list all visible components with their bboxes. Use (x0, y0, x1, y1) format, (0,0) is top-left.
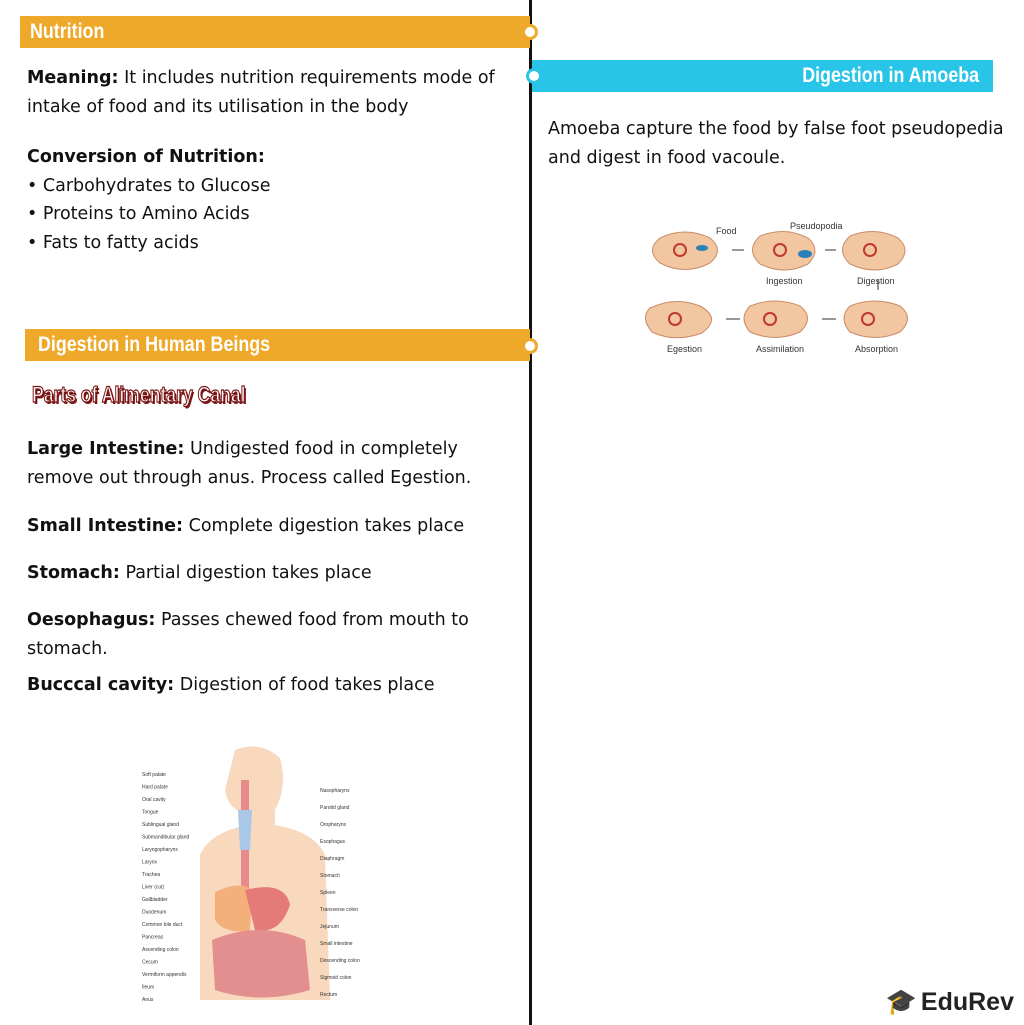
part-buccal-cavity: Bucccal cavity: Digestion of food takes place (27, 675, 435, 695)
diagram-label: Esophagus (320, 839, 346, 845)
diagram-label: Hard palate (142, 784, 168, 791)
diagram-label: Oral cavity (142, 797, 166, 803)
nutrition-meaning: Meaning: It includes nutrition requirements mode of intake of food and its utilisation in the body (27, 68, 495, 117)
label-assimilation: Assimilation (756, 344, 805, 354)
amoeba-diagram (640, 218, 925, 363)
diagram-label: Soft palate (142, 772, 166, 778)
part-large-intestine: Large Intestine: Undigested food in completely remove out through anus. Process called Egestion. (27, 439, 472, 488)
diagram-label: Sigmoid colon (320, 975, 352, 981)
part-stomach: Stomach: Partial digestion takes place (27, 563, 372, 583)
label-food: Food (716, 226, 737, 236)
diagram-label: Laryngopharynx (142, 847, 178, 853)
center-divider (529, 0, 532, 1025)
diagram-label: Spleen (320, 890, 336, 896)
diagram-label: Pancreas (142, 934, 164, 941)
diagram-label: Submandibular gland (142, 834, 190, 841)
human-digestion-banner (25, 329, 530, 361)
timeline-dot (526, 68, 542, 84)
diagram-label: Cecum (142, 959, 158, 966)
diagram-label: Larynx (142, 859, 158, 866)
diagram-label: Ileum (142, 984, 155, 991)
diagram-label: Trachea (142, 872, 161, 878)
nutrition-title: Nutrition (30, 20, 105, 43)
diagram-label: Duodenum (142, 909, 167, 916)
diagram-label: Descending colon (320, 958, 360, 964)
diagram-label: Ascending colon (142, 947, 179, 953)
human-digestive-diagram (140, 740, 380, 1010)
label-pseudopodia: Pseudopodia (790, 221, 843, 231)
label-ingestion: Ingestion (766, 276, 803, 286)
part-oesophagus: Oesophagus: Passes chewed food from mouth to stomach. (27, 610, 469, 659)
conversion-item: • Fats to fatty acids (27, 232, 199, 253)
diagram-label: Nasopharynx (320, 788, 350, 794)
diagram-label: Anus (142, 997, 154, 1003)
diagram-label: Small intestine (320, 941, 353, 947)
diagram-label: Diaphragm (320, 856, 345, 862)
diagram-label: Oropharynx (320, 822, 347, 828)
label-absorption: Absorption (855, 344, 899, 354)
diagram-label: Rectum (320, 992, 338, 998)
label-digestion: Digestion (857, 276, 895, 286)
amoeba-banner (532, 60, 993, 92)
nutrition-conversion: Conversion of Nutrition: • Carbohydrates to Glucose • Proteins to Amino Acids • Fats to fatty acids (27, 143, 517, 257)
diagram-label: Stomach (320, 873, 340, 879)
diagram-label: Transverse colon (320, 907, 359, 913)
nutrition-banner (20, 16, 530, 48)
diagram-label: Vermiform appendix (142, 972, 187, 978)
graduation-cap-icon: 🎓 (885, 988, 917, 1016)
alimentary-canal-heading: Parts of Alimentary Canal (32, 382, 246, 407)
brand-name: EduRev (920, 988, 1014, 1016)
amoeba-title: Digestion in Amoeba (802, 64, 979, 87)
part-small-intestine: Small Intestine: Complete digestion takes place (27, 516, 465, 536)
conversion-item: • Proteins to Amino Acids (27, 204, 250, 224)
diagram-label: Jejunum (320, 924, 339, 930)
conversion-item: • Carbohydrates to Glucose (27, 175, 271, 196)
amoeba-text: Amoeba capture the food by false foot pseudopedia and digest in food vacoule. (548, 119, 1004, 168)
human-digestion-title: Digestion in Human Beings (38, 333, 271, 356)
diagram-label: Liver (cut) (142, 884, 165, 891)
diagram-label: Sublingual gland (142, 822, 179, 828)
diagram-label: Common bile duct (142, 922, 183, 928)
timeline-dot (522, 24, 538, 40)
diagram-label: Tongue (142, 809, 159, 816)
timeline-dot (522, 338, 538, 354)
diagram-label: Parotid gland (320, 805, 350, 811)
label-egestion: Egestion (667, 344, 703, 354)
edurev-logo (886, 988, 1014, 1017)
diagram-label: Gallbladder (142, 897, 168, 903)
